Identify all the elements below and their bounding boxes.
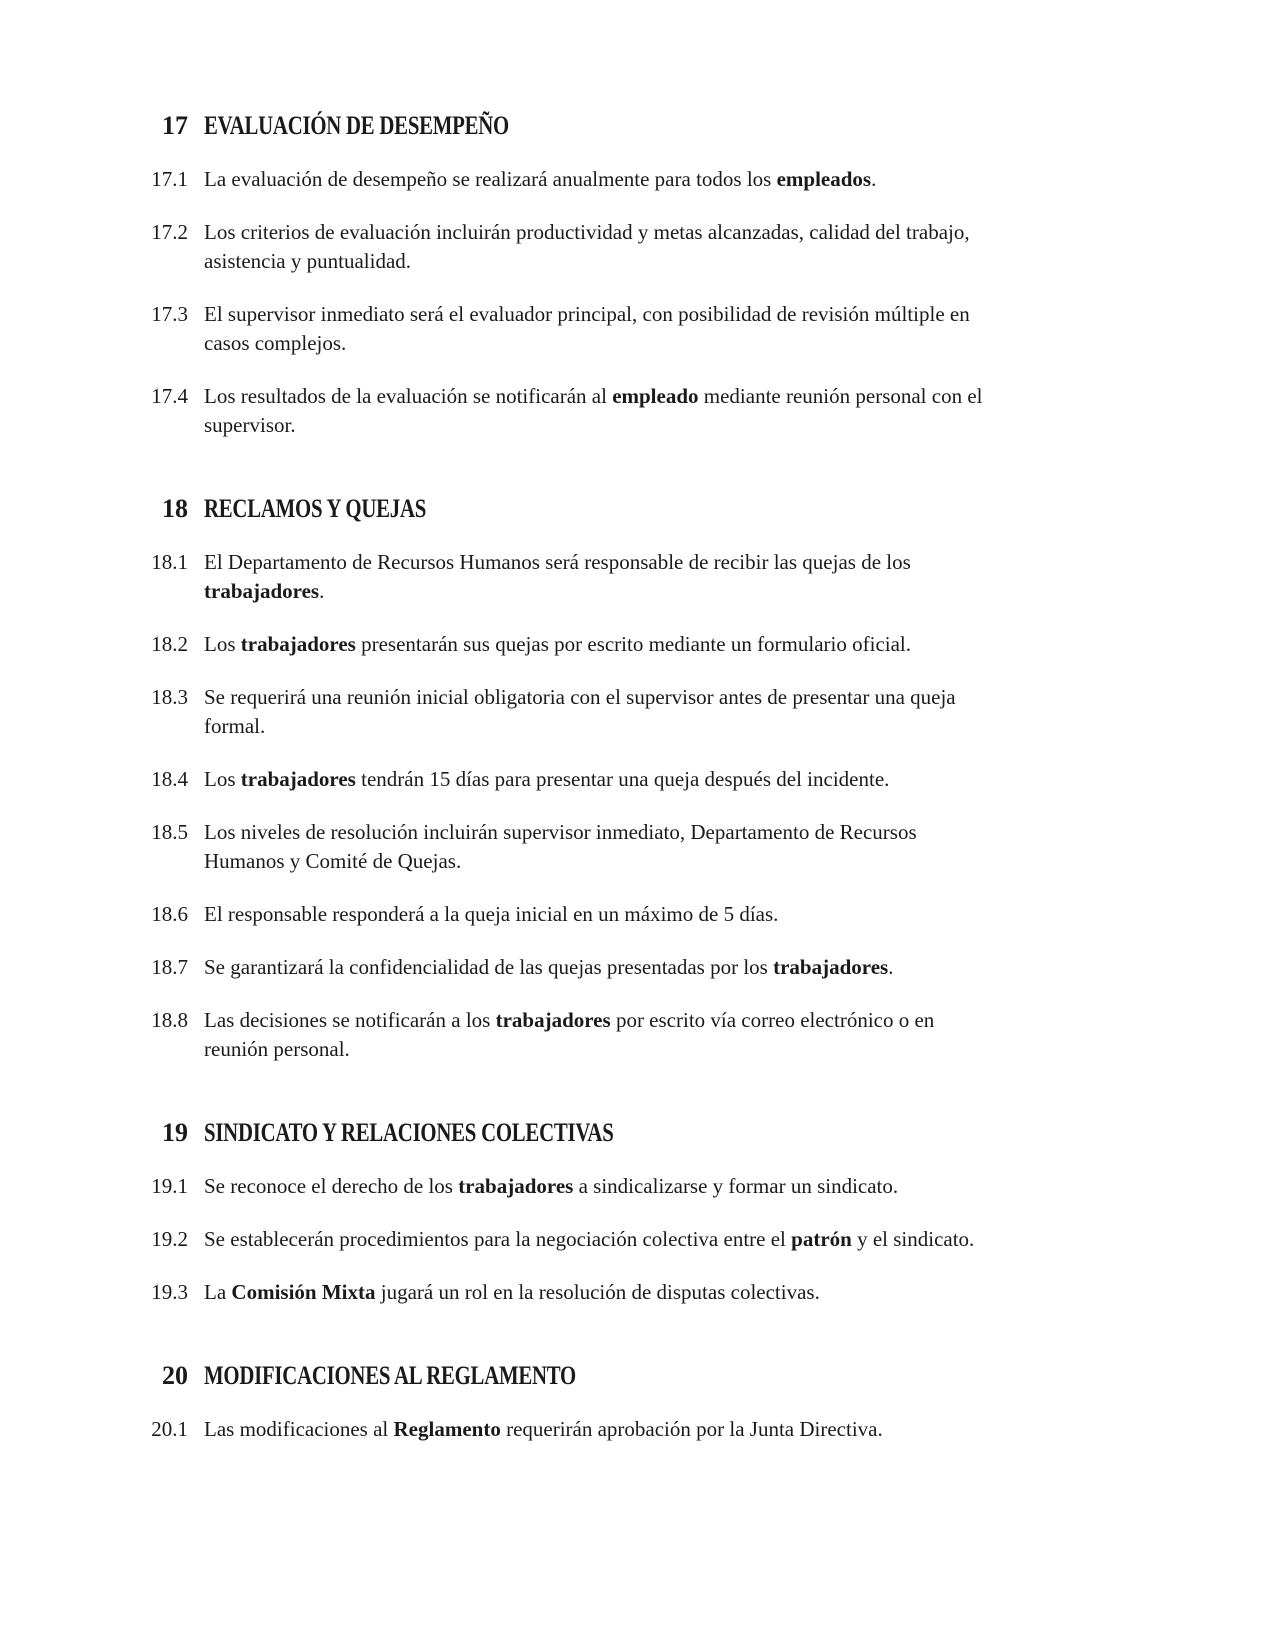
clause-text [204, 630, 911, 659]
text-segment: Los [204, 632, 241, 656]
text-segment: reunión personal. [204, 1037, 350, 1061]
text-segment: supervisor. [204, 413, 296, 437]
clause-number: 18.1 [151, 550, 188, 574]
clause-text [204, 818, 917, 876]
text-segment: casos complejos. [204, 331, 347, 355]
clause-text [204, 765, 889, 794]
text-segment: La [204, 1280, 232, 1304]
section-title: EVALUACIÓN DE DESEMPEÑO [204, 111, 509, 140]
clause-number: 18.3 [151, 685, 188, 709]
text-segment: por escrito vía correo electrónico o en [610, 1008, 935, 1032]
section-number: 19 [162, 1118, 188, 1147]
section-number: 17 [162, 111, 188, 140]
clause-text [204, 1006, 934, 1064]
text-segment: . [871, 167, 877, 191]
text-segment: Los criterios de evaluación incluirán productividad y metas alcanzadas, calidad del trabajo, [204, 220, 970, 244]
clause-item [135, 1278, 1180, 1307]
clause-text [204, 382, 983, 440]
document-body [135, 111, 1180, 1444]
clause-item [135, 382, 1180, 440]
section-title: SINDICATO Y RELACIONES COLECTIVAS [204, 1118, 614, 1147]
clause-text [204, 1278, 820, 1307]
clause-item [135, 1172, 1180, 1201]
clause-number: 18.4 [151, 767, 188, 791]
section-heading [135, 1118, 1180, 1148]
clause-item [135, 300, 1180, 358]
clause-number: 19.2 [151, 1227, 188, 1251]
section [135, 111, 1180, 440]
clause-number: 20.1 [151, 1417, 188, 1441]
clause-number: 17.3 [151, 302, 188, 326]
clause-text [204, 953, 893, 982]
clause-item [135, 218, 1180, 276]
clause-item [135, 548, 1180, 606]
section-number: 20 [162, 1361, 188, 1390]
text-segment: Las modificaciones al [204, 1417, 394, 1441]
section [135, 494, 1180, 1064]
section-heading [135, 1361, 1180, 1391]
clause-text [204, 165, 876, 194]
text-segment: formal. [204, 714, 266, 738]
text-segment: y el sindicato. [851, 1227, 975, 1251]
text-segment: Se garantizará la confidencialidad de las quejas presentadas por los [204, 955, 774, 979]
text-segment: El supervisor inmediato será el evaluador principal, con posibilidad de revisión múltiple en [204, 302, 970, 326]
bold-term: Comisión Mixta [231, 1280, 376, 1304]
clause-number: 18.5 [151, 820, 188, 844]
section-title: RECLAMOS Y QUEJAS [204, 494, 427, 523]
text-segment: mediante reunión personal con el [698, 384, 983, 408]
text-segment: tendrán 15 días para presentar una queja después del incidente. [355, 767, 890, 791]
clause-text [204, 1225, 974, 1254]
text-segment: requerirán aprobación por la Junta Directiva. [500, 1417, 883, 1441]
clause-number: 18.7 [151, 955, 188, 979]
text-segment: La evaluación de desempeño se realizará anualmente para todos los [204, 167, 777, 191]
text-segment: Se reconoce el derecho de los [204, 1174, 459, 1198]
text-segment: asistencia y puntualidad. [204, 249, 412, 273]
text-segment: jugará un rol en la resolución de disputas colectivas. [375, 1280, 820, 1304]
text-segment: El Departamento de Recursos Humanos será responsable de recibir las quejas de los [204, 550, 911, 574]
clause-number: 17.1 [151, 167, 188, 191]
clause-item [135, 1006, 1180, 1064]
text-segment: Los niveles de resolución incluirán supervisor inmediato, Departamento de Recursos [204, 820, 917, 844]
clause-item [135, 1225, 1180, 1254]
section-title: MODIFICACIONES AL REGLAMENTO [204, 1361, 576, 1390]
bold-term: patrón [791, 1227, 852, 1251]
clause-number: 17.2 [151, 220, 188, 244]
clause-item [135, 683, 1180, 741]
text-segment: Humanos y Comité de Quejas. [204, 849, 462, 873]
text-segment: Se requerirá una reunión inicial obligatoria con el supervisor antes de presentar una queja [204, 685, 956, 709]
text-segment: Los resultados de la evaluación se notificarán al [204, 384, 613, 408]
clause-item [135, 630, 1180, 659]
section [135, 1361, 1180, 1444]
clause-item [135, 818, 1180, 876]
bold-term: Reglamento [393, 1417, 501, 1441]
clause-text [204, 1415, 883, 1444]
bold-term: trabajadores [495, 1008, 611, 1032]
clause-text [204, 300, 970, 358]
clause-number: 17.4 [151, 384, 188, 408]
clause-item [135, 900, 1180, 929]
section-heading [135, 494, 1180, 524]
clause-number: 18.2 [151, 632, 188, 656]
clause-number: 19.1 [151, 1174, 188, 1198]
bold-term: empleados [776, 167, 872, 191]
clause-text [204, 218, 970, 276]
bold-term: trabajadores [773, 955, 889, 979]
text-segment: a sindicalizarse y formar un sindicato. [573, 1174, 899, 1198]
section-heading [135, 111, 1180, 141]
text-segment: Los [204, 767, 241, 791]
clause-text [204, 548, 911, 606]
text-segment: . [888, 955, 894, 979]
clause-text [204, 900, 778, 929]
bold-term: trabajadores [240, 632, 356, 656]
text-segment: . [319, 579, 325, 603]
text-segment: Se establecerán procedimientos para la negociación colectiva entre el [204, 1227, 792, 1251]
text-segment: presentarán sus quejas por escrito mediante un formulario oficial. [355, 632, 912, 656]
clause-text [204, 1172, 898, 1201]
bold-term: trabajadores [204, 579, 320, 603]
clause-number: 18.6 [151, 902, 188, 926]
text-segment: Las decisiones se notificarán a los [204, 1008, 496, 1032]
bold-term: empleado [612, 384, 699, 408]
clause-number: 18.8 [151, 1008, 188, 1032]
clause-item [135, 765, 1180, 794]
section-number: 18 [162, 494, 188, 523]
clause-number: 19.3 [151, 1280, 188, 1304]
clause-item [135, 165, 1180, 194]
bold-term: trabajadores [240, 767, 356, 791]
clause-item [135, 953, 1180, 982]
clause-text [204, 683, 956, 741]
clause-item [135, 1415, 1180, 1444]
text-segment: El responsable responderá a la queja inicial en un máximo de 5 días. [204, 902, 779, 926]
bold-term: trabajadores [458, 1174, 574, 1198]
section [135, 1118, 1180, 1307]
